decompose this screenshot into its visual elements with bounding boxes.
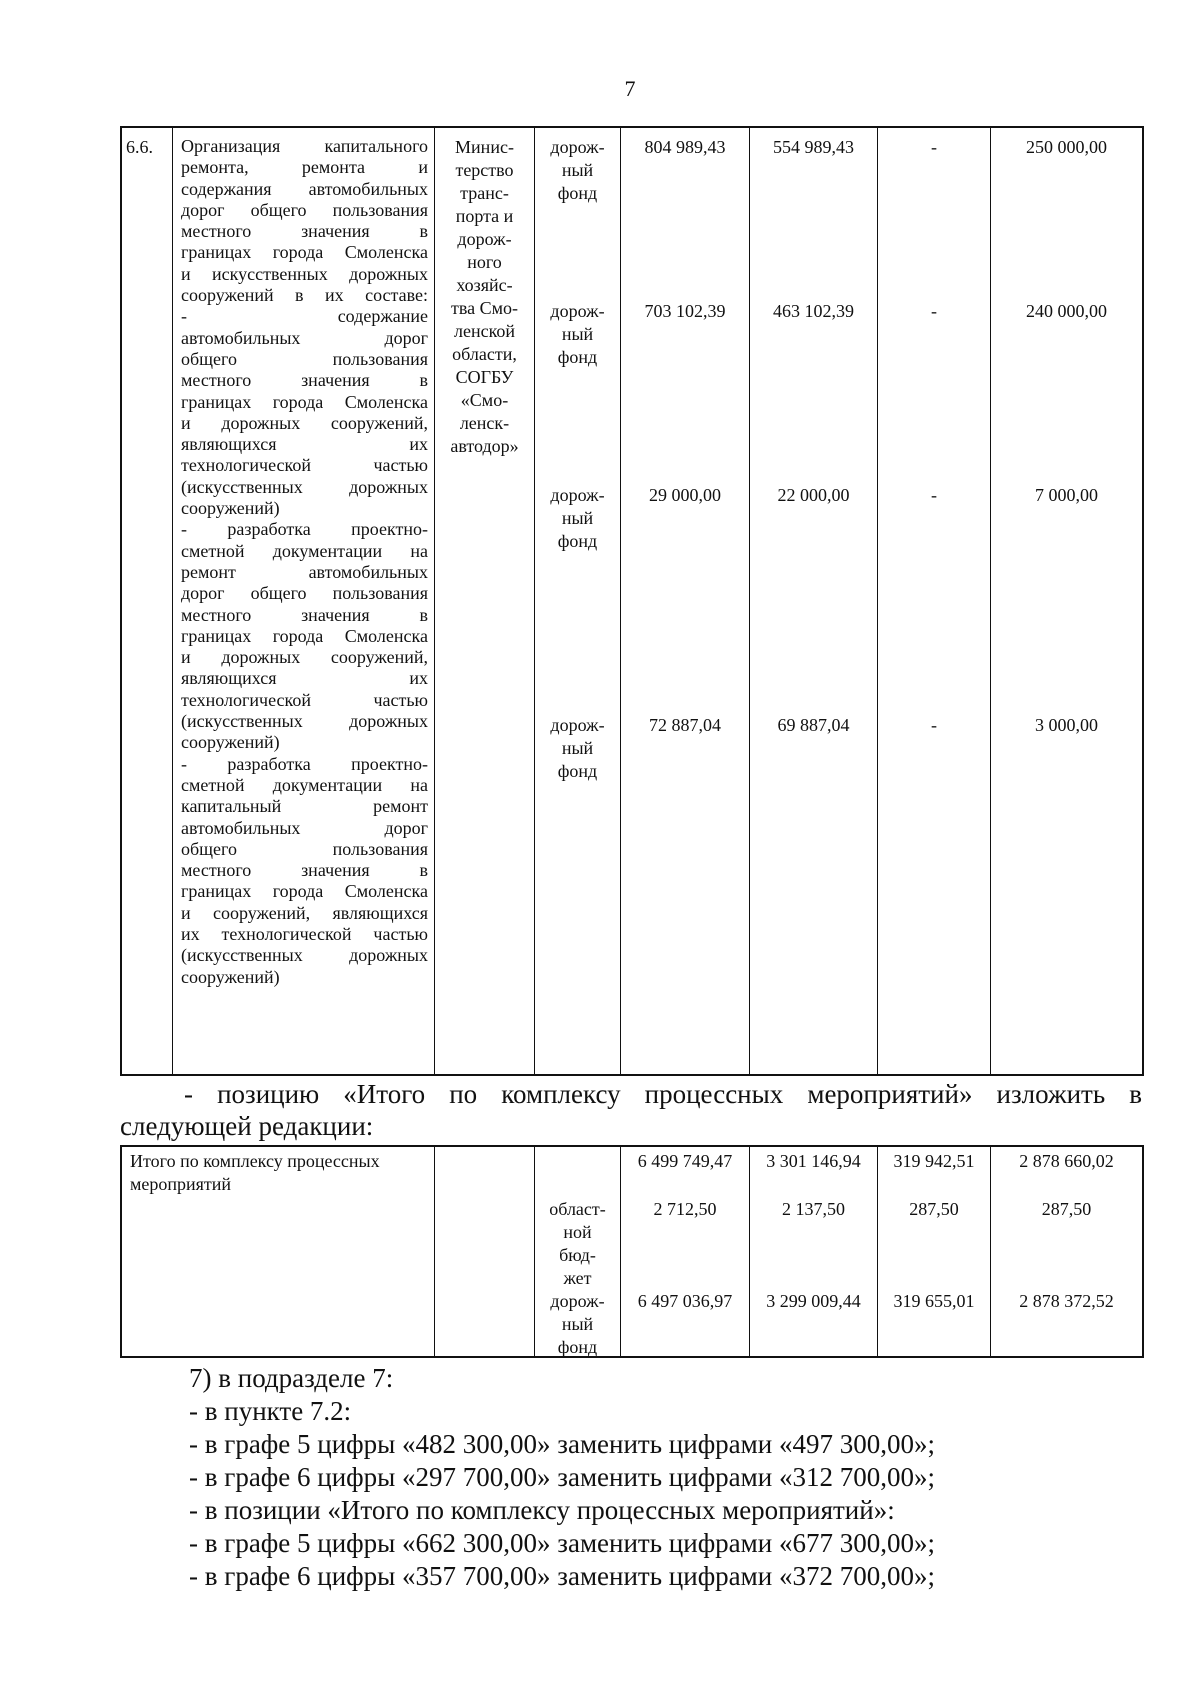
- change-item: - в позиции «Итого по комплексу процессных мероприятий»:: [189, 1495, 895, 1525]
- amount-year-1: 554 989,43: [773, 137, 854, 157]
- change-item: - в пункте 7.2:: [189, 1396, 352, 1426]
- description-line: сметной документации на: [181, 540, 428, 561]
- description-line: (искусственных дорожных: [181, 711, 428, 732]
- description-line: местного значения в: [181, 370, 428, 391]
- description-line: автомобильных дорог: [181, 817, 428, 838]
- description-line: общего пользования: [181, 838, 428, 859]
- description-line: ремонт автомобильных: [181, 561, 428, 582]
- amount-total: 703 102,39: [644, 301, 726, 321]
- description-line: дорог общего пользования: [181, 199, 428, 220]
- amount-year-3: 3 000,00: [1035, 715, 1098, 735]
- description-line: автомобильных дорог: [181, 327, 428, 348]
- description-line: Организация капитального: [181, 136, 428, 156]
- amount-year-3: 7 000,00: [1035, 485, 1098, 505]
- description-line: и дорожных сооружений,: [181, 647, 428, 668]
- row-number: 6.6.: [126, 137, 153, 157]
- amount-year-3: 250 000,00: [1026, 137, 1107, 157]
- description-line: границах города Смоленска: [181, 242, 428, 263]
- page-number: 7: [624, 76, 636, 101]
- description-line: технологической частью: [181, 455, 428, 476]
- description-line: являющихся их: [181, 434, 428, 455]
- description-line: и сооружений, являющихся: [181, 902, 428, 923]
- amount-year-3: 2 878 372,52: [1019, 1291, 1114, 1311]
- description-line: дорог общего пользования: [181, 583, 428, 604]
- amount-year-2: -: [931, 301, 937, 321]
- instruction-line-2: следующей редакции:: [120, 1111, 374, 1141]
- amount-year-2: 319 655,01: [893, 1291, 975, 1311]
- description-line: границах города Смоленска: [181, 391, 428, 412]
- executor: Минис- терство транс- порта и дорож- ного хозяйс- тва Смо- ленской области, СОГБУ «Смо- ленск- автодор»: [450, 137, 519, 456]
- description-line: и дорожных сооружений,: [181, 412, 428, 433]
- description-line: капитальный ремонт: [181, 796, 428, 817]
- description-line: сметной документации на: [181, 774, 428, 795]
- source-fund: дорож- ный фонд: [550, 137, 605, 203]
- amount-total: 6 499 749,47: [637, 1151, 733, 1171]
- change-item: - в графе 5 цифры «662 300,00» заменить цифрами «677 300,00»;: [189, 1528, 935, 1558]
- amount-year-1: 69 887,04: [777, 715, 850, 735]
- description-line: являющихся их: [181, 668, 428, 689]
- amount-year-1: 2 137,50: [782, 1199, 845, 1219]
- description-line: (искусственных дорожных: [181, 476, 428, 497]
- amount-total: 6 497 036,97: [637, 1291, 733, 1311]
- description-line: - разработка проектно-: [181, 753, 428, 774]
- description-line: сооружений): [181, 732, 280, 753]
- description-line: их технологической частью: [181, 923, 428, 944]
- source-fund: дорож- ный фонд: [550, 301, 605, 367]
- amount-year-2: 319 942,51: [893, 1151, 975, 1171]
- instruction-line-1: - позицию «Итого по комплексу процессных мероприятий» изложить в: [184, 1079, 1142, 1109]
- change-item: - в графе 5 цифры «482 300,00» заменить цифрами «497 300,00»;: [189, 1429, 935, 1459]
- source-fund: дорож- ный фонд: [550, 485, 605, 551]
- amount-year-1: 3 299 009,44: [766, 1291, 861, 1311]
- amount-year-2: -: [931, 485, 937, 505]
- description-line: сооружений): [181, 966, 280, 987]
- amount-total: 72 887,04: [649, 715, 721, 735]
- description-line: сооружений в их составе:: [181, 285, 428, 306]
- source-fund: дорож- ный фонд: [550, 1291, 605, 1357]
- description-line: - содержание: [181, 306, 428, 327]
- description-line: местного значения в: [181, 604, 428, 625]
- description-line: ремонта, ремонта и: [181, 157, 428, 178]
- source-fund: област- ной бюд- жет: [549, 1199, 606, 1288]
- amount-year-2: -: [931, 715, 937, 735]
- amount-total: 2 712,50: [653, 1199, 717, 1219]
- description-line: границах города Смоленска: [181, 625, 428, 646]
- amount-total: 804 989,43: [644, 137, 726, 157]
- description-line: содержания автомобильных: [181, 178, 428, 199]
- description-line: общего пользования: [181, 348, 428, 369]
- description-line: технологической частью: [181, 689, 428, 710]
- amount-year-3: 240 000,00: [1026, 301, 1107, 321]
- description-line: сооружений): [181, 498, 280, 519]
- amount-year-1: 3 301 146,94: [766, 1151, 861, 1171]
- description-line: - разработка проектно-: [181, 519, 428, 540]
- source-fund: дорож- ный фонд: [550, 715, 605, 781]
- change-item: - в графе 6 цифры «297 700,00» заменить цифрами «312 700,00»;: [189, 1462, 935, 1492]
- amount-year-1: 463 102,39: [773, 301, 854, 321]
- amount-year-2: -: [931, 137, 937, 157]
- description-line: (искусственных дорожных: [181, 945, 428, 966]
- change-item: 7) в подразделе 7:: [189, 1363, 394, 1393]
- description-line: и искусственных дорожных: [181, 263, 428, 284]
- amount-year-2: 287,50: [909, 1199, 959, 1219]
- description-line: местного значения в: [181, 221, 428, 242]
- amount-year-3: 287,50: [1041, 1199, 1092, 1219]
- amount-total: 29 000,00: [649, 485, 721, 505]
- change-item: - в графе 6 цифры «357 700,00» заменить цифрами «372 700,00»;: [189, 1561, 935, 1591]
- description-line: местного значения в: [181, 860, 428, 881]
- total-label: Итого по комплексу процессных мероприятий: [130, 1151, 380, 1194]
- activity-description: [181, 136, 428, 988]
- amount-year-3: 2 878 660,02: [1019, 1151, 1114, 1171]
- description-line: границах города Смоленска: [181, 881, 428, 902]
- amount-year-1: 22 000,00: [777, 485, 850, 505]
